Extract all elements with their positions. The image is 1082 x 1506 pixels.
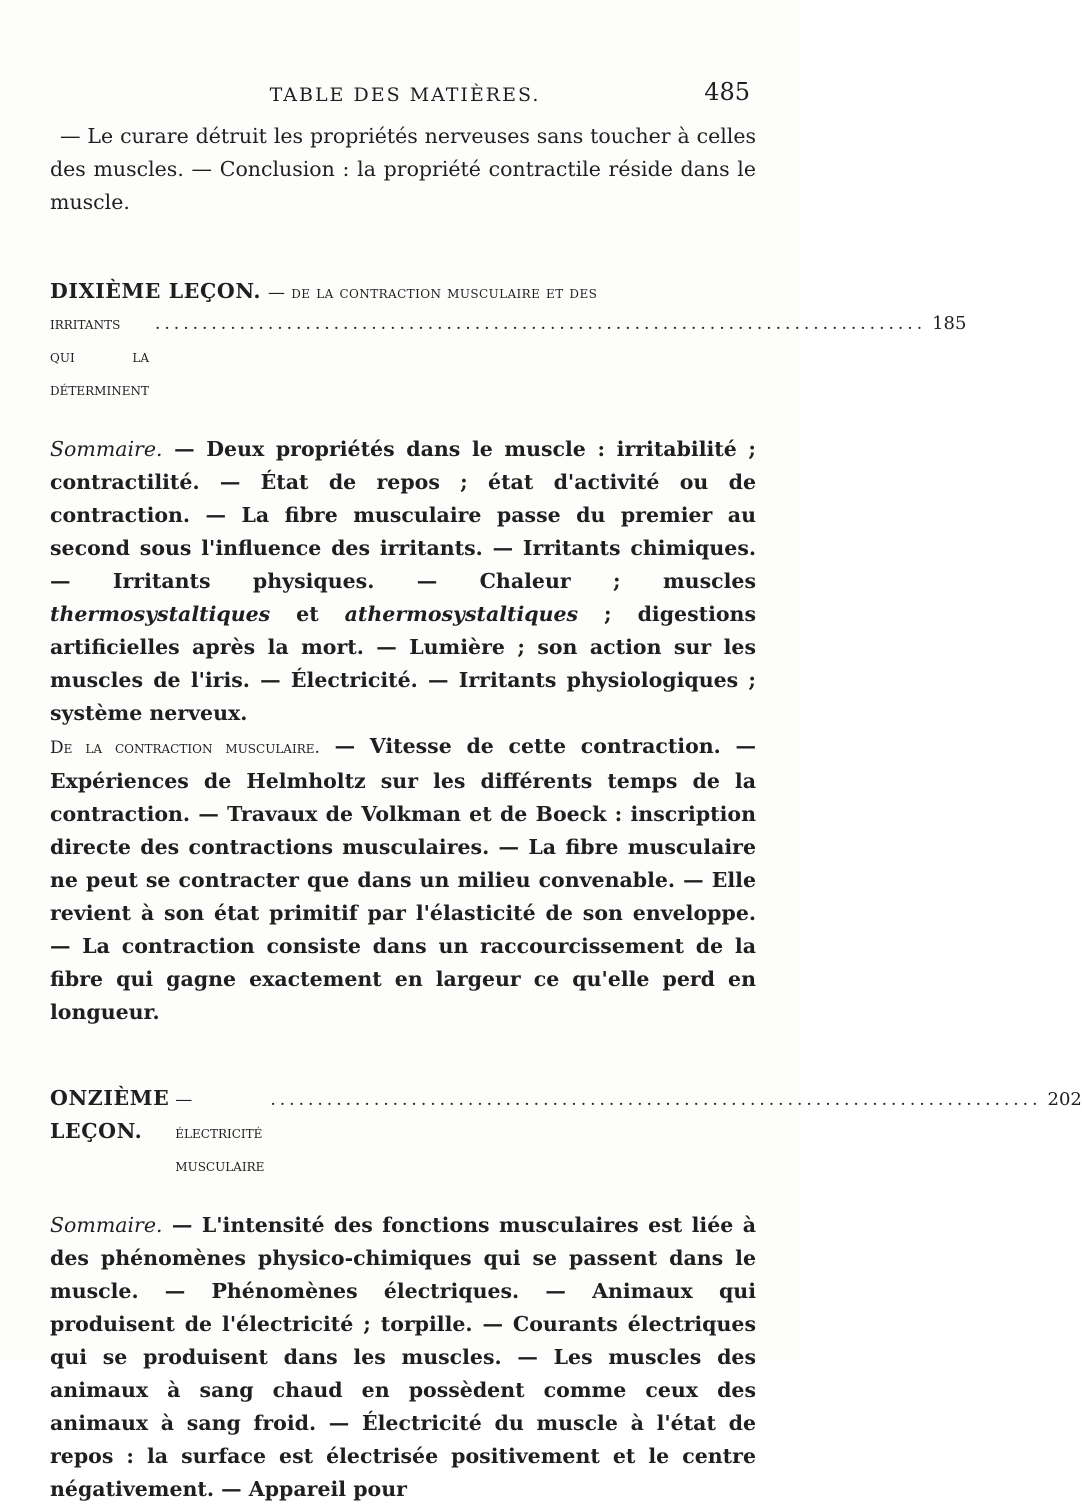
lesson-ten-section <box>50 730 756 1029</box>
running-header <box>60 78 750 114</box>
lesson-ten-summary-text-3: ; digestions artificielles après la mort. — Lumière ; son action sur les muscles de l'iris. — Électricité. — Irritants physiologiques ; système nerveux. <box>50 602 756 725</box>
lesson-ten-number: DIXIÈME LEÇON. <box>50 279 262 303</box>
lesson-eleven <box>50 1082 1082 1506</box>
lesson-eleven-page: 202 <box>1047 1089 1082 1110</box>
lesson-ten-section-label: De la contraction musculaire. <box>50 738 320 758</box>
lesson-eleven-summary <box>50 1209 756 1506</box>
intro-paragraph: — Le curare détruit les propriétés nerveuses sans toucher à celles des muscles. — Conclusion : la propriété contractile réside dans le muscle. <box>50 124 756 214</box>
lesson-ten-title-line2 <box>50 307 967 407</box>
lesson-ten-title-continued: irritants qui la déterminent <box>50 314 149 400</box>
lesson-eleven-heading <box>50 1082 1082 1183</box>
leader-dots: .................................................................................. <box>270 1090 1042 1110</box>
lesson-ten-title-line1: — de la contraction musculaire et des <box>268 283 598 303</box>
lesson-ten-summary-text-1: — Deux propriétés dans le muscle : irritabilité ; contractilité. — État de repos ; état d'activité ou de contraction. — La fibre musculaire passe du premier au second sous l'influence des irritants. — Irritants chimiques. — Irritants physiques. — Chaleur ; muscles <box>50 437 756 593</box>
lesson-ten <box>50 275 967 1029</box>
lesson-ten-summary-text-2: et <box>270 602 345 626</box>
page-body <box>50 120 1082 1506</box>
leader-dots: .................................................................................. <box>154 314 927 334</box>
lesson-ten-summary-italic-2: athermosystaltiques <box>344 602 579 626</box>
lesson-eleven-title: — électricité musculaire <box>175 1090 265 1176</box>
lesson-ten-summary-label: Sommaire. <box>50 437 163 461</box>
lesson-ten-page: 185 <box>932 313 967 334</box>
lesson-ten-section-text: — Vitesse de cette contraction. — Expériences de Helmholtz sur les différents temps de la contraction. — Travaux de Volkman et de Boeck : inscription directe des contractions musculaires. — La fibre musculaire ne peut se contracter que dans un milieu convenable. — Elle revient à son état primitif par l'élasticité de son enveloppe. — La contraction consiste dans un raccourcissement de la fibre qui gagne exactement en largeur ce qu'elle perd en longueur. <box>50 734 757 1024</box>
lesson-eleven-summary-text: — L'intensité des fonctions musculaires est liée à des phénomènes physico-chimiques qui se passent dans le muscle. — Phénomènes électriques. — Animaux qui produisent de l'électricité ; torpille. — Courants électriques qui se produisent dans les muscles. — Les muscles des animaux à sang chaud en possèdent comme ceux des animaux à sang froid. — Électricité du muscle à l'état de repos : la surface est électrisée positivement et le centre négativement. — Appareil pour <box>50 1213 756 1501</box>
lesson-ten-heading <box>50 275 756 310</box>
lesson-eleven-summary-label: Sommaire. <box>50 1213 163 1237</box>
running-title: TABLE DES MATIÈRES. <box>269 84 541 106</box>
page-number: 485 <box>704 78 750 106</box>
lesson-eleven-number: ONZIÈME LEÇON. <box>50 1086 170 1143</box>
lesson-ten-summary <box>50 433 756 730</box>
lesson-ten-summary-italic-1: thermosystaltiques <box>50 602 271 626</box>
